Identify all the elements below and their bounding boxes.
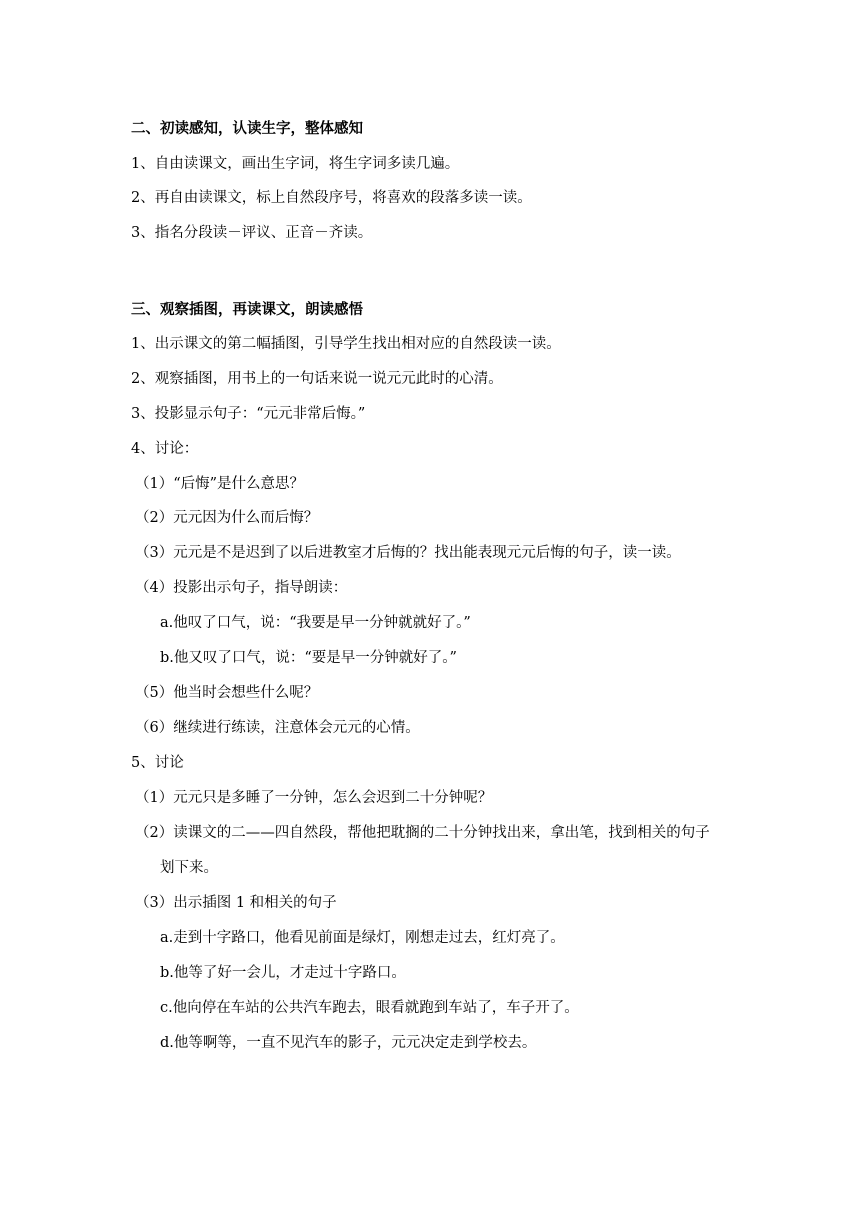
- sub-item: （3）出示插图 1 和相关的句子: [135, 895, 337, 911]
- sub-item: （4）投影出示句子，指导朗读：: [135, 580, 348, 596]
- example-sentence: d.他等啊等，一直不见汽车的影子，元元决定走到学校去。: [160, 1035, 537, 1051]
- sub-item: （2）元元因为什么而后悔？: [135, 510, 319, 526]
- sub-item: （5）他当时会想些什么呢？: [135, 685, 319, 701]
- sub-item: （2）读课文的二——四自然段，帮他把耽搁的二十分钟找出来，拿出笔，找到相关的句子: [135, 825, 710, 841]
- sub-item: （6）继续进行练读，注意体会元元的心情。: [135, 720, 420, 736]
- section-heading-3: 三、观察插图，再读课文，朗读感悟: [131, 301, 363, 318]
- sub-item: （3）元元是不是迟到了以后进教室才后悔的？找出能表现元元后悔的句子，读一读。: [135, 545, 681, 561]
- paragraph-line: 2、再自由读课文，标上自然段序号，将喜欢的段落多读一读。: [131, 190, 532, 206]
- paragraph-line: 3、投影显示句子：“元元非常后悔。”: [131, 406, 366, 422]
- example-sentence: b.他等了好一会儿，才走过十字路口。: [160, 965, 406, 981]
- sub-item-continuation: 划下来。: [160, 860, 218, 876]
- sub-item: （1）“后悔”是什么意思？: [135, 476, 305, 492]
- paragraph-line: 3、指名分段读－评议、正音－齐读。: [131, 225, 373, 241]
- example-sentence: a.他叹了口气，说：“我要是早一分钟就就好了。”: [160, 615, 471, 631]
- example-sentence: a.走到十字路口，他看见前面是绿灯，刚想走过去，红灯亮了。: [160, 930, 565, 946]
- example-sentence: b.他又叹了口气，说：“要是早一分钟就好了。”: [160, 650, 457, 666]
- paragraph-line: 5、讨论: [131, 755, 184, 771]
- paragraph-line: 1、出示课文的第二幅插图，引导学生找出相对应的自然段读一读。: [131, 336, 561, 352]
- section-heading-2: 二、初读感知，认读生字，整体感知: [131, 120, 363, 137]
- paragraph-line: 1、自由读课文，画出生字词，将生字词多读几遍。: [131, 156, 460, 172]
- sub-item: （1）元元只是多睡了一分钟，怎么会迟到二十分钟呢？: [135, 790, 493, 806]
- example-sentence: c.他向停在车站的公共汽车跑去，眼看就跑到车站了，车子开了。: [160, 1000, 579, 1016]
- paragraph-line: 2、观察插图，用书上的一句话来说一说元元此时的心清。: [131, 371, 503, 387]
- paragraph-line: 4、讨论：: [131, 441, 199, 457]
